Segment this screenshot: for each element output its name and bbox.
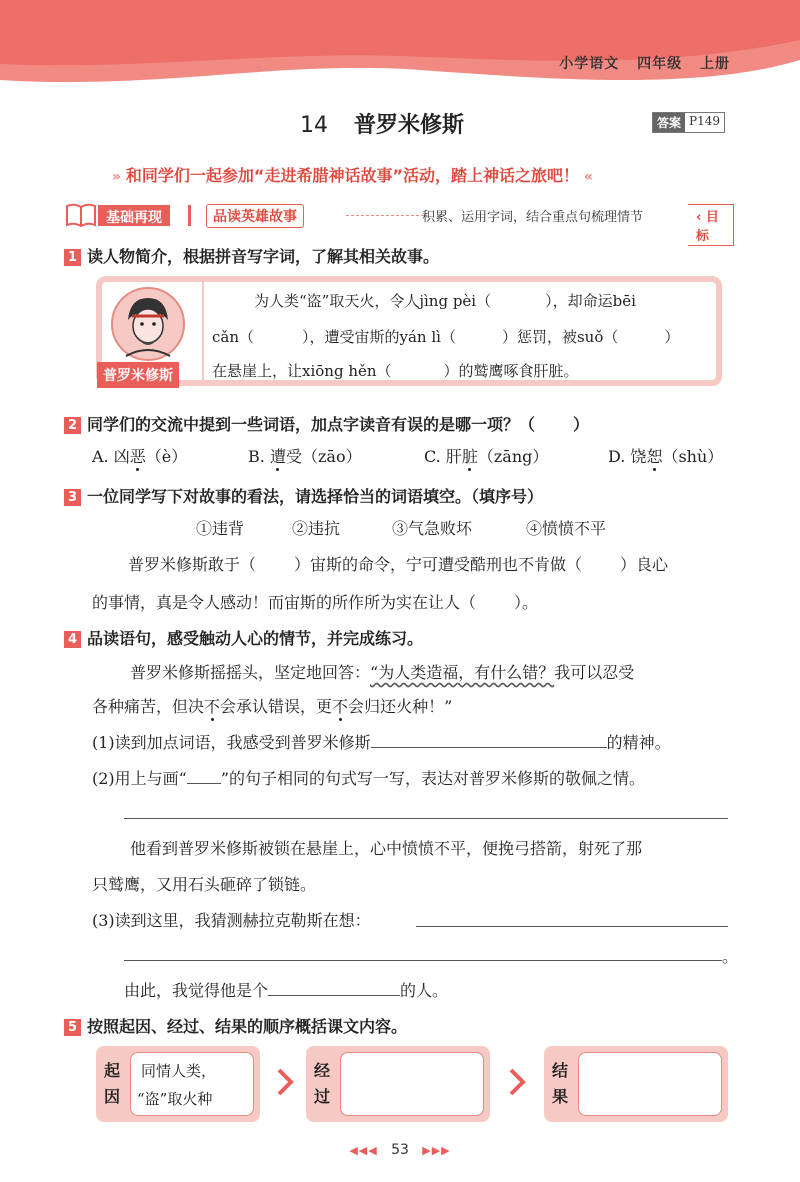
section-goal-tag: ‹ 目标: [688, 204, 734, 246]
process-box: [306, 1046, 490, 1122]
answer-line[interactable]: [124, 960, 722, 961]
q4-passage-line-2: 各种痛苦，但决不会承认错误，更不会归还火种！”: [92, 697, 453, 716]
process-answer-field[interactable]: [340, 1052, 484, 1116]
intro-line-2: cǎn（ ），遭受宙斯的yán lì（ ）惩罚，被suǒ（ ）: [212, 328, 680, 346]
cause-box: [96, 1046, 260, 1122]
question-number: 3: [64, 489, 81, 506]
question-text: 一位同学写下对故事的看法，请选择恰当的词语填空。（填序号）: [87, 487, 544, 506]
header-label: [547, 53, 730, 73]
prometheus-portrait-icon: [110, 286, 186, 362]
option-b[interactable]: B. 遭受（zāo）: [248, 447, 362, 466]
q4-sub-3: (3)读到这里，我猜测赫拉克勒斯在想：: [92, 911, 371, 930]
question-1: [64, 244, 439, 267]
intro-line-1: 为人类“盗”取天火，令人jìng pèi（ ），却命运bēi: [254, 292, 636, 310]
section-bar: [64, 202, 734, 244]
result-answer-field[interactable]: [578, 1052, 722, 1116]
process-label: 经过: [313, 1061, 330, 1106]
section-goal-text: 积累、运用字词，结合重点句梳理情节: [422, 210, 644, 225]
answer-page: P149: [689, 114, 720, 128]
q4-passage-line-3: 他看到普罗米修斯被锁在悬崖上，心中愤愤不平，便挽弓搭箭，射死了那: [130, 839, 643, 858]
option-a[interactable]: A. 凶恶（è）: [92, 447, 188, 466]
header-band: [0, 0, 800, 90]
divider: [346, 215, 424, 216]
answer-label: 答案: [653, 113, 685, 132]
triangles-right-icon: ▶▶▶: [422, 1144, 451, 1157]
lesson-title: 普罗米修斯: [354, 113, 465, 138]
answer-reference[interactable]: [652, 112, 725, 133]
q4-passage-line-4: 只鹫鹰，又用石头砸碎了锁链。: [92, 875, 317, 894]
word-choice-2: ②违抗: [292, 519, 341, 538]
header-grade: 四年级: [637, 56, 683, 72]
header-subject: 小学语文: [559, 56, 620, 72]
page-title: [300, 108, 464, 139]
section-bracket: [188, 205, 202, 226]
q4-sub-1: (1)读到加点词语，我感受到普罗米修斯 的精神。: [92, 730, 671, 753]
q3-sentence-2: 的事情，真是令人感动！而宙斯的所作所为实在让人（ ）。: [92, 593, 539, 612]
option-c[interactable]: C. 肝脏（zāng）: [424, 447, 549, 466]
question-4: [64, 626, 423, 649]
goal-label: 目标: [696, 210, 719, 244]
character-name: 普罗米修斯: [97, 362, 179, 388]
activity-text: 和同学们一起参加“走进希腊神话故事”活动，踏上神话之旅吧！: [125, 166, 579, 185]
question-3: [64, 484, 543, 507]
activity-banner: [112, 163, 593, 186]
question-text: 同学们的交流中提到一些词语，加点字读音有误的是哪一项？（: [87, 415, 536, 434]
question-text: 读人物简介，根据拼音写字词，了解其相关故事。: [87, 247, 440, 266]
chevron-right-icon: [276, 1068, 294, 1096]
result-box: [544, 1046, 728, 1122]
cause-text-2: “盗”取火种: [137, 1090, 213, 1108]
chevron-right-icon: [508, 1068, 526, 1096]
question-number: 4: [64, 631, 81, 648]
double-chevron-right-icon: »: [112, 169, 126, 185]
q4-sub-2: (2)用上与画“ ”的句子相同的句式写一写，表达对普罗米修斯的敬佩之情。: [92, 766, 645, 789]
word-choice-3: ③气急败坏: [392, 519, 473, 538]
option-d[interactable]: D. 饶恕（shù）: [608, 447, 724, 466]
section-tag: 基础再现: [98, 205, 170, 226]
q4-passage-line-1: 普罗米修斯摇摇头，坚定地回答：“为人类造福，有什么错？我可以忍受: [130, 663, 635, 682]
lesson-number: 14: [300, 113, 328, 138]
answer-line[interactable]: [371, 730, 607, 748]
question-2: 2 同学们的交流中提到一些词语，加点字读音有误的是哪一项？（ ）: [64, 412, 589, 435]
period: 。: [722, 947, 739, 966]
answer-line[interactable]: [268, 978, 400, 996]
question-number: 1: [64, 249, 81, 266]
page-footer: [0, 1142, 800, 1158]
result-label: 结果: [551, 1061, 568, 1106]
section-subtitle: 品读英雄故事: [206, 204, 304, 228]
q3-sentence-1: 普罗米修斯敢于（ ）宙斯的命令，宁可遭受酷刑也不肯做（ ）良心: [128, 555, 669, 574]
question-5: [64, 1014, 407, 1037]
question-text: 按照起因、经过、结果的顺序概括课文内容。: [87, 1017, 408, 1036]
answer-line[interactable]: [124, 818, 728, 819]
question-text: 品读语句，感受触动人心的情节，并完成练习。: [87, 629, 424, 648]
cause-text-1: 同情人类，: [141, 1062, 217, 1080]
double-chevron-left-icon: «: [578, 169, 593, 185]
question-number: 5: [64, 1019, 81, 1036]
header-volume: 上册: [700, 56, 730, 72]
answer-line[interactable]: [416, 926, 728, 927]
triangles-left-icon: ◀◀◀: [349, 1144, 378, 1157]
word-choice-1: ①违背: [196, 519, 245, 538]
open-book-icon: [64, 202, 98, 228]
word-choice-4: ④愤愤不平: [526, 519, 607, 538]
cause-label: 起因: [103, 1061, 120, 1106]
page-number: 53: [391, 1142, 409, 1158]
question-number: 2: [64, 417, 81, 434]
intro-line-3: 在悬崖上，让xiōng hěn（ ）的鹫鹰啄食肝脏。: [212, 362, 579, 380]
q4-sub-4: 由此，我觉得他是个 的人。: [124, 978, 448, 1001]
